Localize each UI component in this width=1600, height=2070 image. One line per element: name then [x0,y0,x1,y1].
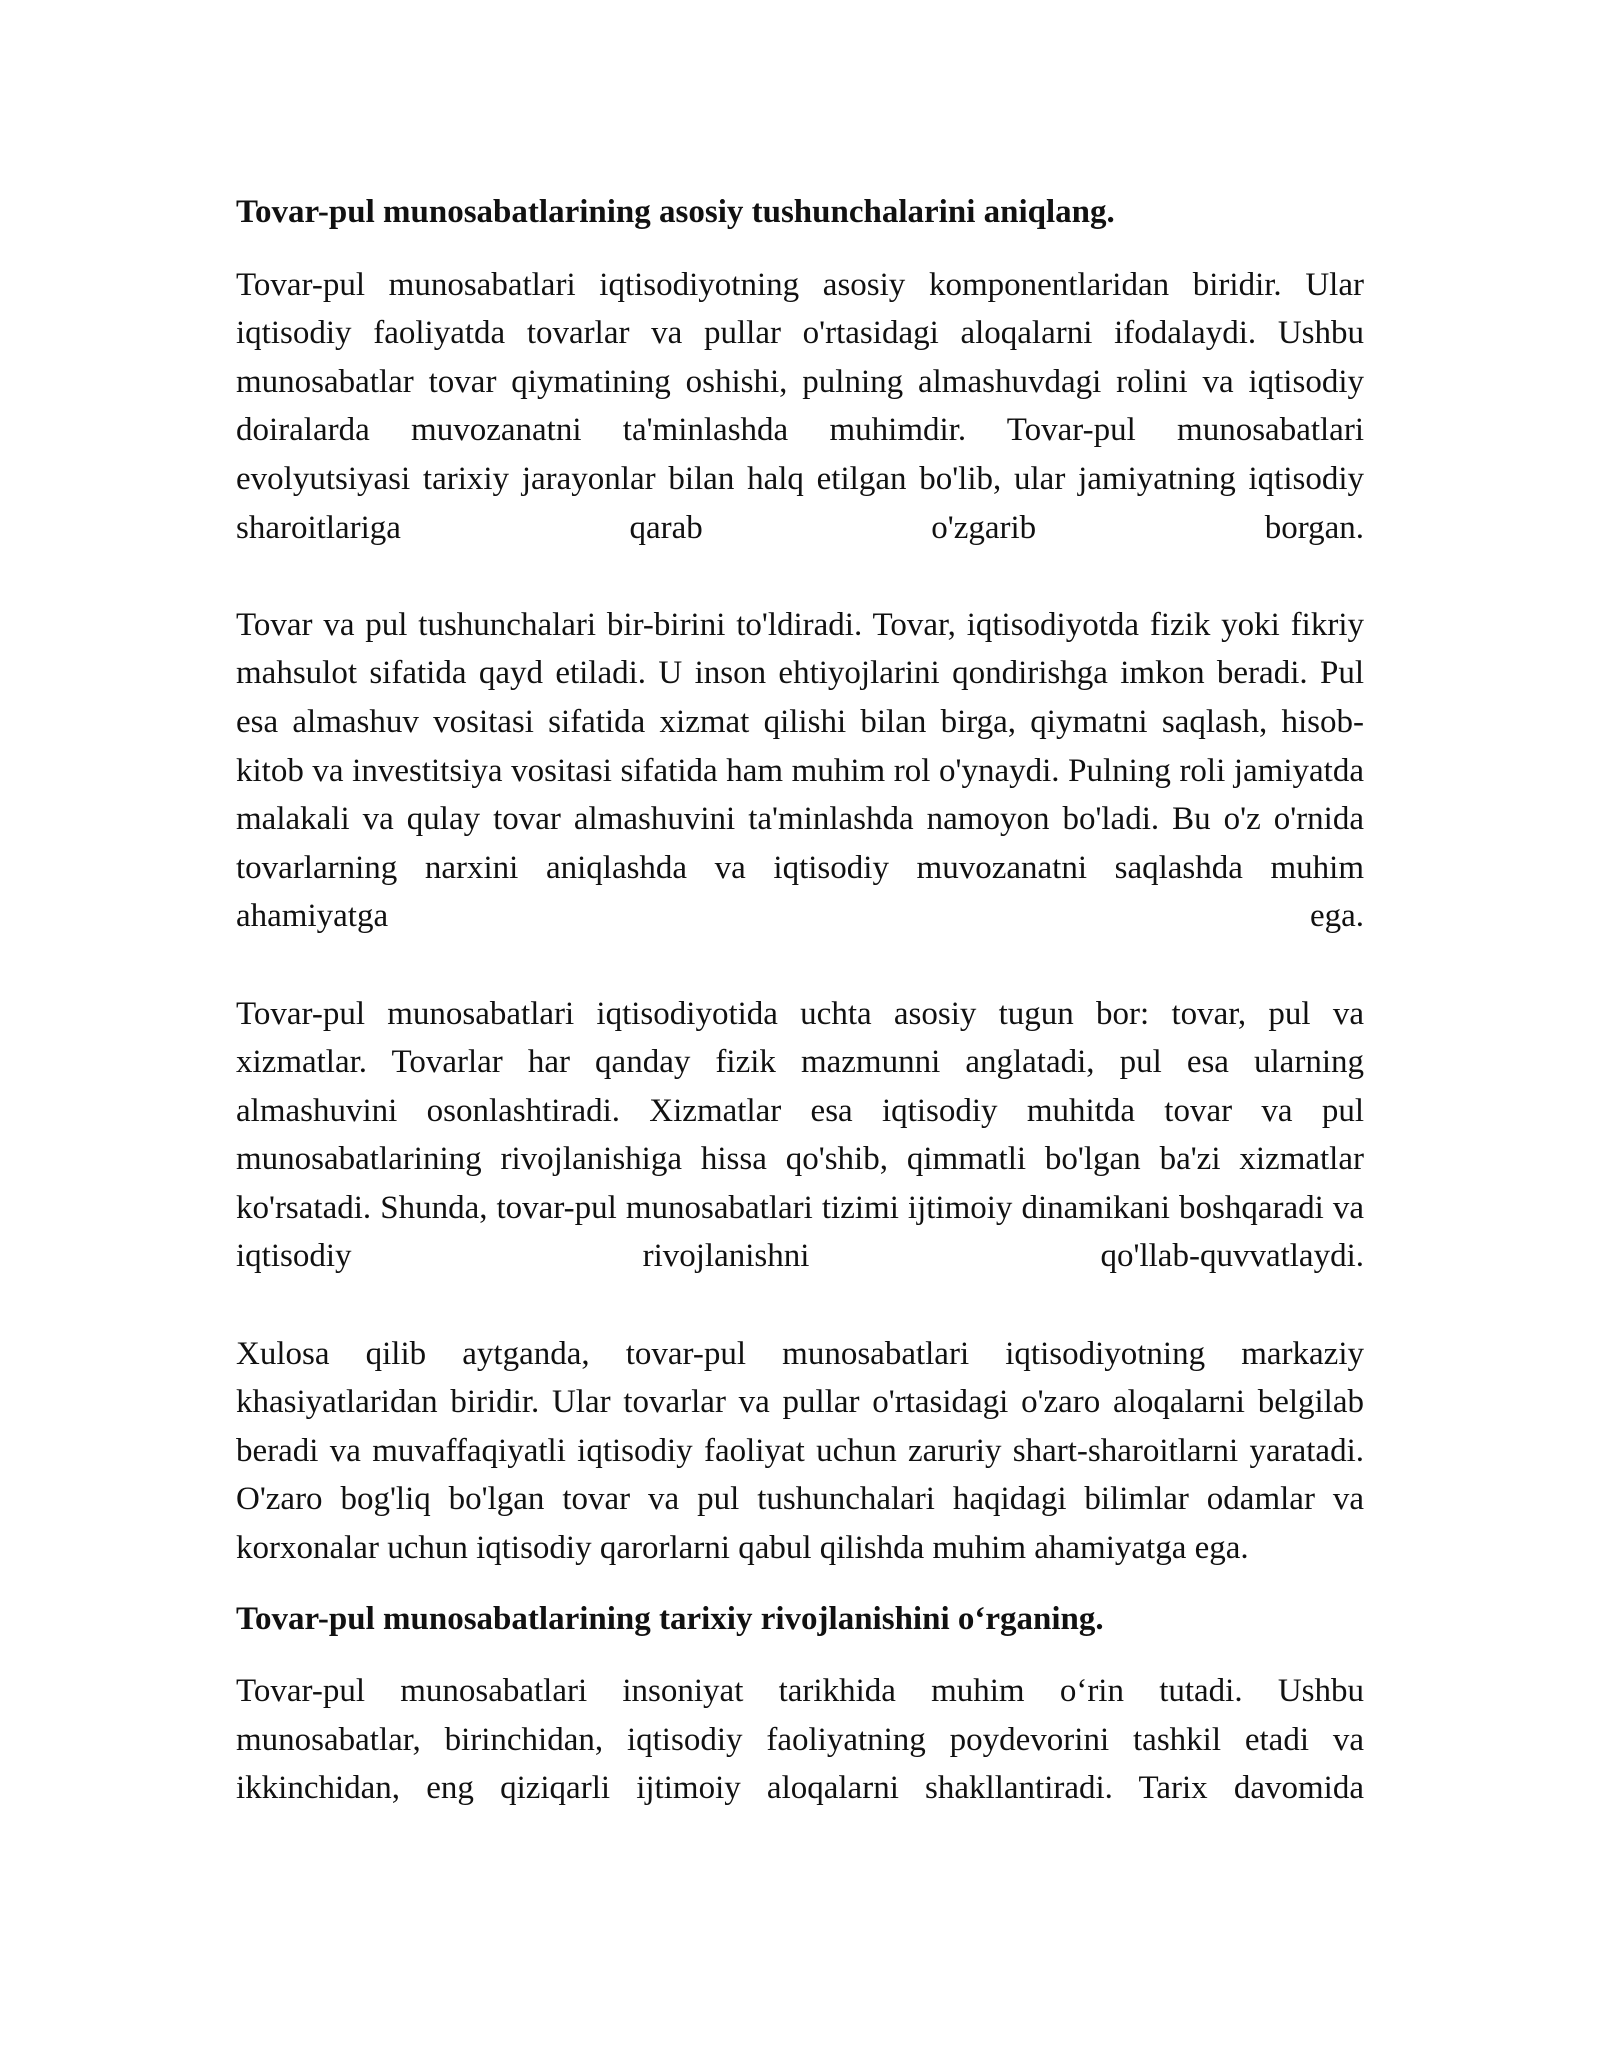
paragraph-conclusion: Xulosa qilib aytganda, tovar-pul munosabatlari iqtisodiyotning markaziy khasiyatlaridan biridir. Ular tovarlar va pullar o'rtasidagi o'zaro aloqalarni belgilab beradi va muvaffaqiyatli iqtisodiy faoliyat uchun zaruriy shart-sharoitlarni yaratadi. O'zaro bog'liq bo'lgan tovar va pul tushunchalari haqidagi bilimlar odamlar va korxonalar uchun iqtisodiy qarorlarni qabul qilishda muhim ahamiyatga ega. [236,1335,1364,1567]
paragraph-intro: Tovar-pul munosabatlari iqtisodiyotning asosiy komponentlaridan biridir. Ular iqtisodiy faoliyatda tovarlar va pullar o'rtasidagi aloqalarni ifodalaydi. Ushbu munosabatlar tovar qiymatining oshishi, pulning almashuvdagi rolini va iqtisodiy doiralarda muvozanatni ta'minlashda muhimdir. Tovar-pul munosabatlari evolyutsiyasi tarixiy jarayonlar bilan halq etilgan bo'lib, ular jamiyatning iqtisodiy sharoitlariga qarab o'zgarib borgan. [236,266,1364,546]
section-heading-basic-concepts: Tovar-pul munosabatlarining asosiy tushunchalarini aniqlang. [236,194,1115,230]
paragraph-three-nodes: Tovar-pul munosabatlari iqtisodiyotida uchta asosiy tugun bor: tovar, pul va xizmatlar. Tovarlar har qanday fizik mazmunni anglatadi, pul esa ularning almashuvini osonlashtiradi. Xizmatlar esa iqtisodiy muhitda tovar va pul munosabatlarining rivojlanishiga hissa qo'shib, qimmatli bo'lgan ba'zi xizmatlar ko'rsatadi. Shunda, tovar-pul munosabatlari tizimi ijtimoiy dinamikani boshqaradi va iqtisodiy rivojlanishni qo'llab-quvvatlaydi. [236,995,1364,1275]
section-heading-historical-development: Tovar-pul munosabatlarining tarixiy rivojlanishini o‘rganing. [236,1600,1104,1637]
paragraph-history-intro: Tovar-pul munosabatlari insoniyat tarikhida muhim o‘rin tutadi. Ushbu munosabatlar, birinchidan, iqtisodiy faoliyatning poydevorini tashkil etadi va ikkinchidan, eng qiziqarli ijtimoiy aloqalarni shakllantiradi. Tarix davomida [236,1673,1364,1807]
document-page [236,188,1364,1813]
paragraph-goods-and-money: Tovar va pul tushunchalari bir-birini to'ldiradi. Tovar, iqtisodiyotda fizik yoki fikriy mahsulot sifatida qayd etiladi. U inson ehtiyojlarini qondirishga imkon beradi. Pul esa almashuv vositasi sifatida xizmat qilishi bilan birga, qiymatni saqlash, hisob-kitob va investitsiya vositasi sifatida ham muhim rol o'ynaydi. Pulning roli jamiyatda malakali va qulay tovar almashuvini ta'minlashda namoyon bo'ladi. Bu o'z o'rnida tovarlarning narxini aniqlashda va iqtisodiy muvozanatni saqlashda muhim ahamiyatga ega. [236,606,1364,935]
